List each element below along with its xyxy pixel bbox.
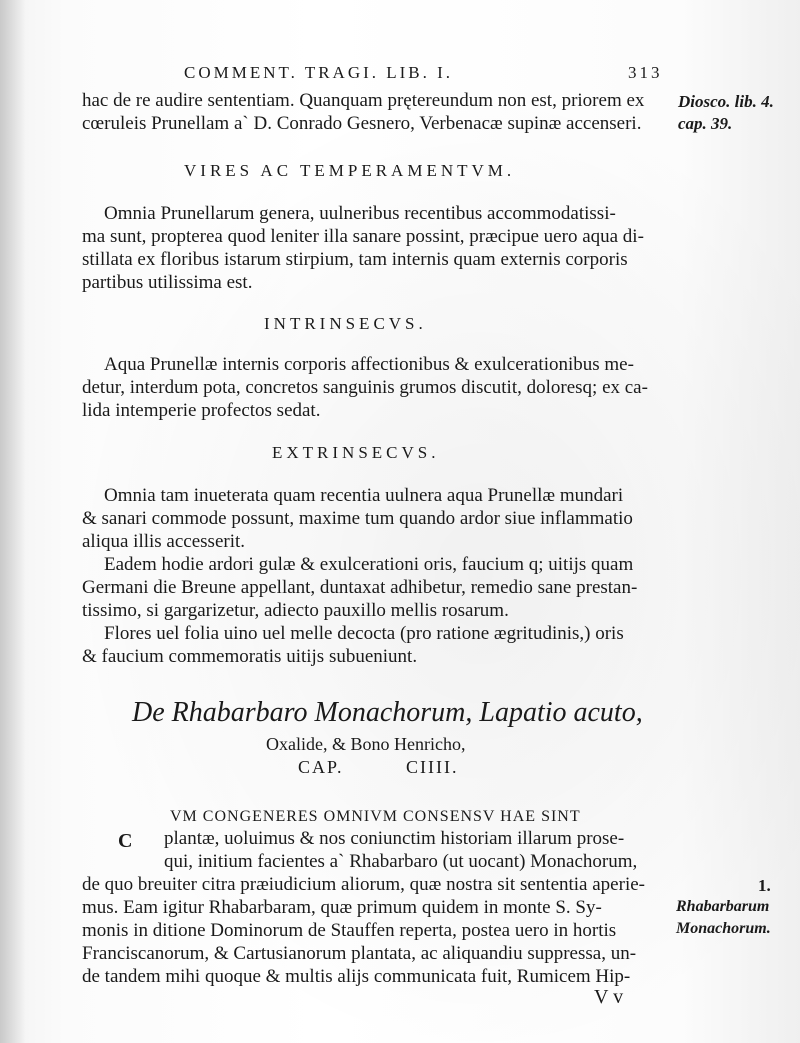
text-line: plantæ, uoluimus & nos coniunctim historiam illarum prose-	[164, 828, 625, 849]
section-heading: VIRES AC TEMPERAMENTVM.	[184, 161, 516, 180]
margin-note-line: Rhabarbarum	[676, 898, 770, 915]
text-line: lida intemperie profectos sedat.	[82, 400, 321, 421]
text-line: Germani die Breune appellant, duntaxat adhibetur, remedio sane prestan-	[82, 577, 638, 598]
text-line: tissimo, si gargarizetur, adiecto pauxillo mellis rosarum.	[82, 600, 509, 621]
text-line: Omnia tam inueterata quam recentia uulnera aqua Prunellæ mundari	[104, 485, 624, 506]
chapter-cap-label: CAP.	[298, 757, 344, 777]
text-line: stillata ex floribus istarum stirpium, tam internis quam externis corporis	[82, 249, 628, 270]
text-line: partibus utilissima est.	[82, 272, 253, 293]
chapter-subtitle: Oxalide, & Bono Henricho,	[266, 734, 466, 754]
signature-mark: V v	[594, 986, 624, 1008]
text-line: Franciscanorum, & Cartusianorum plantata, ac aliquandiu suppressa, un-	[82, 943, 637, 964]
page-number: 313	[628, 63, 663, 82]
text-line: de tandem mihi quoque & multis alijs communicata fuit, Rumicem Hip-	[82, 966, 631, 987]
chapter-cap-number: CIIII.	[406, 757, 459, 777]
text-line: Eadem hodie ardori gulæ & exulcerationi oris, faucium q; uitijs quam	[104, 554, 634, 575]
margin-note-line: Diosco. lib. 4.	[678, 92, 774, 111]
text-line: & sanari commode possunt, maxime tum quando ardor siue inflammatio	[82, 508, 633, 529]
text-line: mus. Eam igitur Rhabarbaram, quæ primum quidem in monte S. Sy-	[82, 897, 602, 918]
text-line: & faucium commemoratis uitijs subueniunt.	[82, 646, 418, 667]
drop-cap: C	[118, 830, 133, 852]
text-line: Omnia Prunellarum genera, uulneribus recentibus accommodatissi-	[104, 203, 616, 224]
text-line: hac de re audire sententiam. Quanquam prętereundum non est, priorem ex	[82, 90, 645, 111]
text-line: qui, initium facientes a` Rhabarbaro (ut uocant) Monachorum,	[164, 851, 638, 872]
text-line: Flores uel folia uino uel melle decocta (pro ratione ægritudinis,) oris	[104, 623, 624, 644]
chapter-first-line: VM CONGENERES OMNIVM CONSENSV HAE SINT	[170, 808, 581, 825]
text-line: cœruleis Prunellam a` D. Conrado Gesnero, Verbenacæ supinæ accenseri.	[82, 113, 642, 134]
text-line: aliqua illis accesserit.	[82, 531, 246, 552]
chapter-title: De Rhabarbaro Monachorum, Lapatio acuto,	[132, 697, 643, 728]
text-line: ma sunt, propterea quod leniter illa sanare possint, præcipue uero aqua di-	[82, 226, 644, 247]
text-line: de quo breuiter citra præiudicium aliorum, quæ nostra sit sententia aperie-	[82, 874, 645, 895]
section-heading: INTRINSECVS.	[264, 314, 427, 333]
page-spine-shadow	[0, 0, 26, 1043]
text-line: detur, interdum pota, concretos sanguinis grumos discutit, doloresq; ex ca-	[82, 377, 648, 398]
section-heading: EXTRINSECVS.	[272, 443, 440, 462]
running-title: COMMENT. TRAGI. LIB. I.	[184, 63, 454, 82]
text-line: monis in ditione Dominorum de Stauffen reperta, postea uero in hortis	[82, 920, 617, 941]
margin-note-line: cap. 39.	[678, 114, 733, 133]
margin-note-line: Monachorum.	[676, 920, 771, 937]
text-line: Aqua Prunellæ internis corporis affectionibus & exulcerationibus me-	[104, 354, 634, 375]
margin-note-number: 1.	[758, 876, 771, 895]
